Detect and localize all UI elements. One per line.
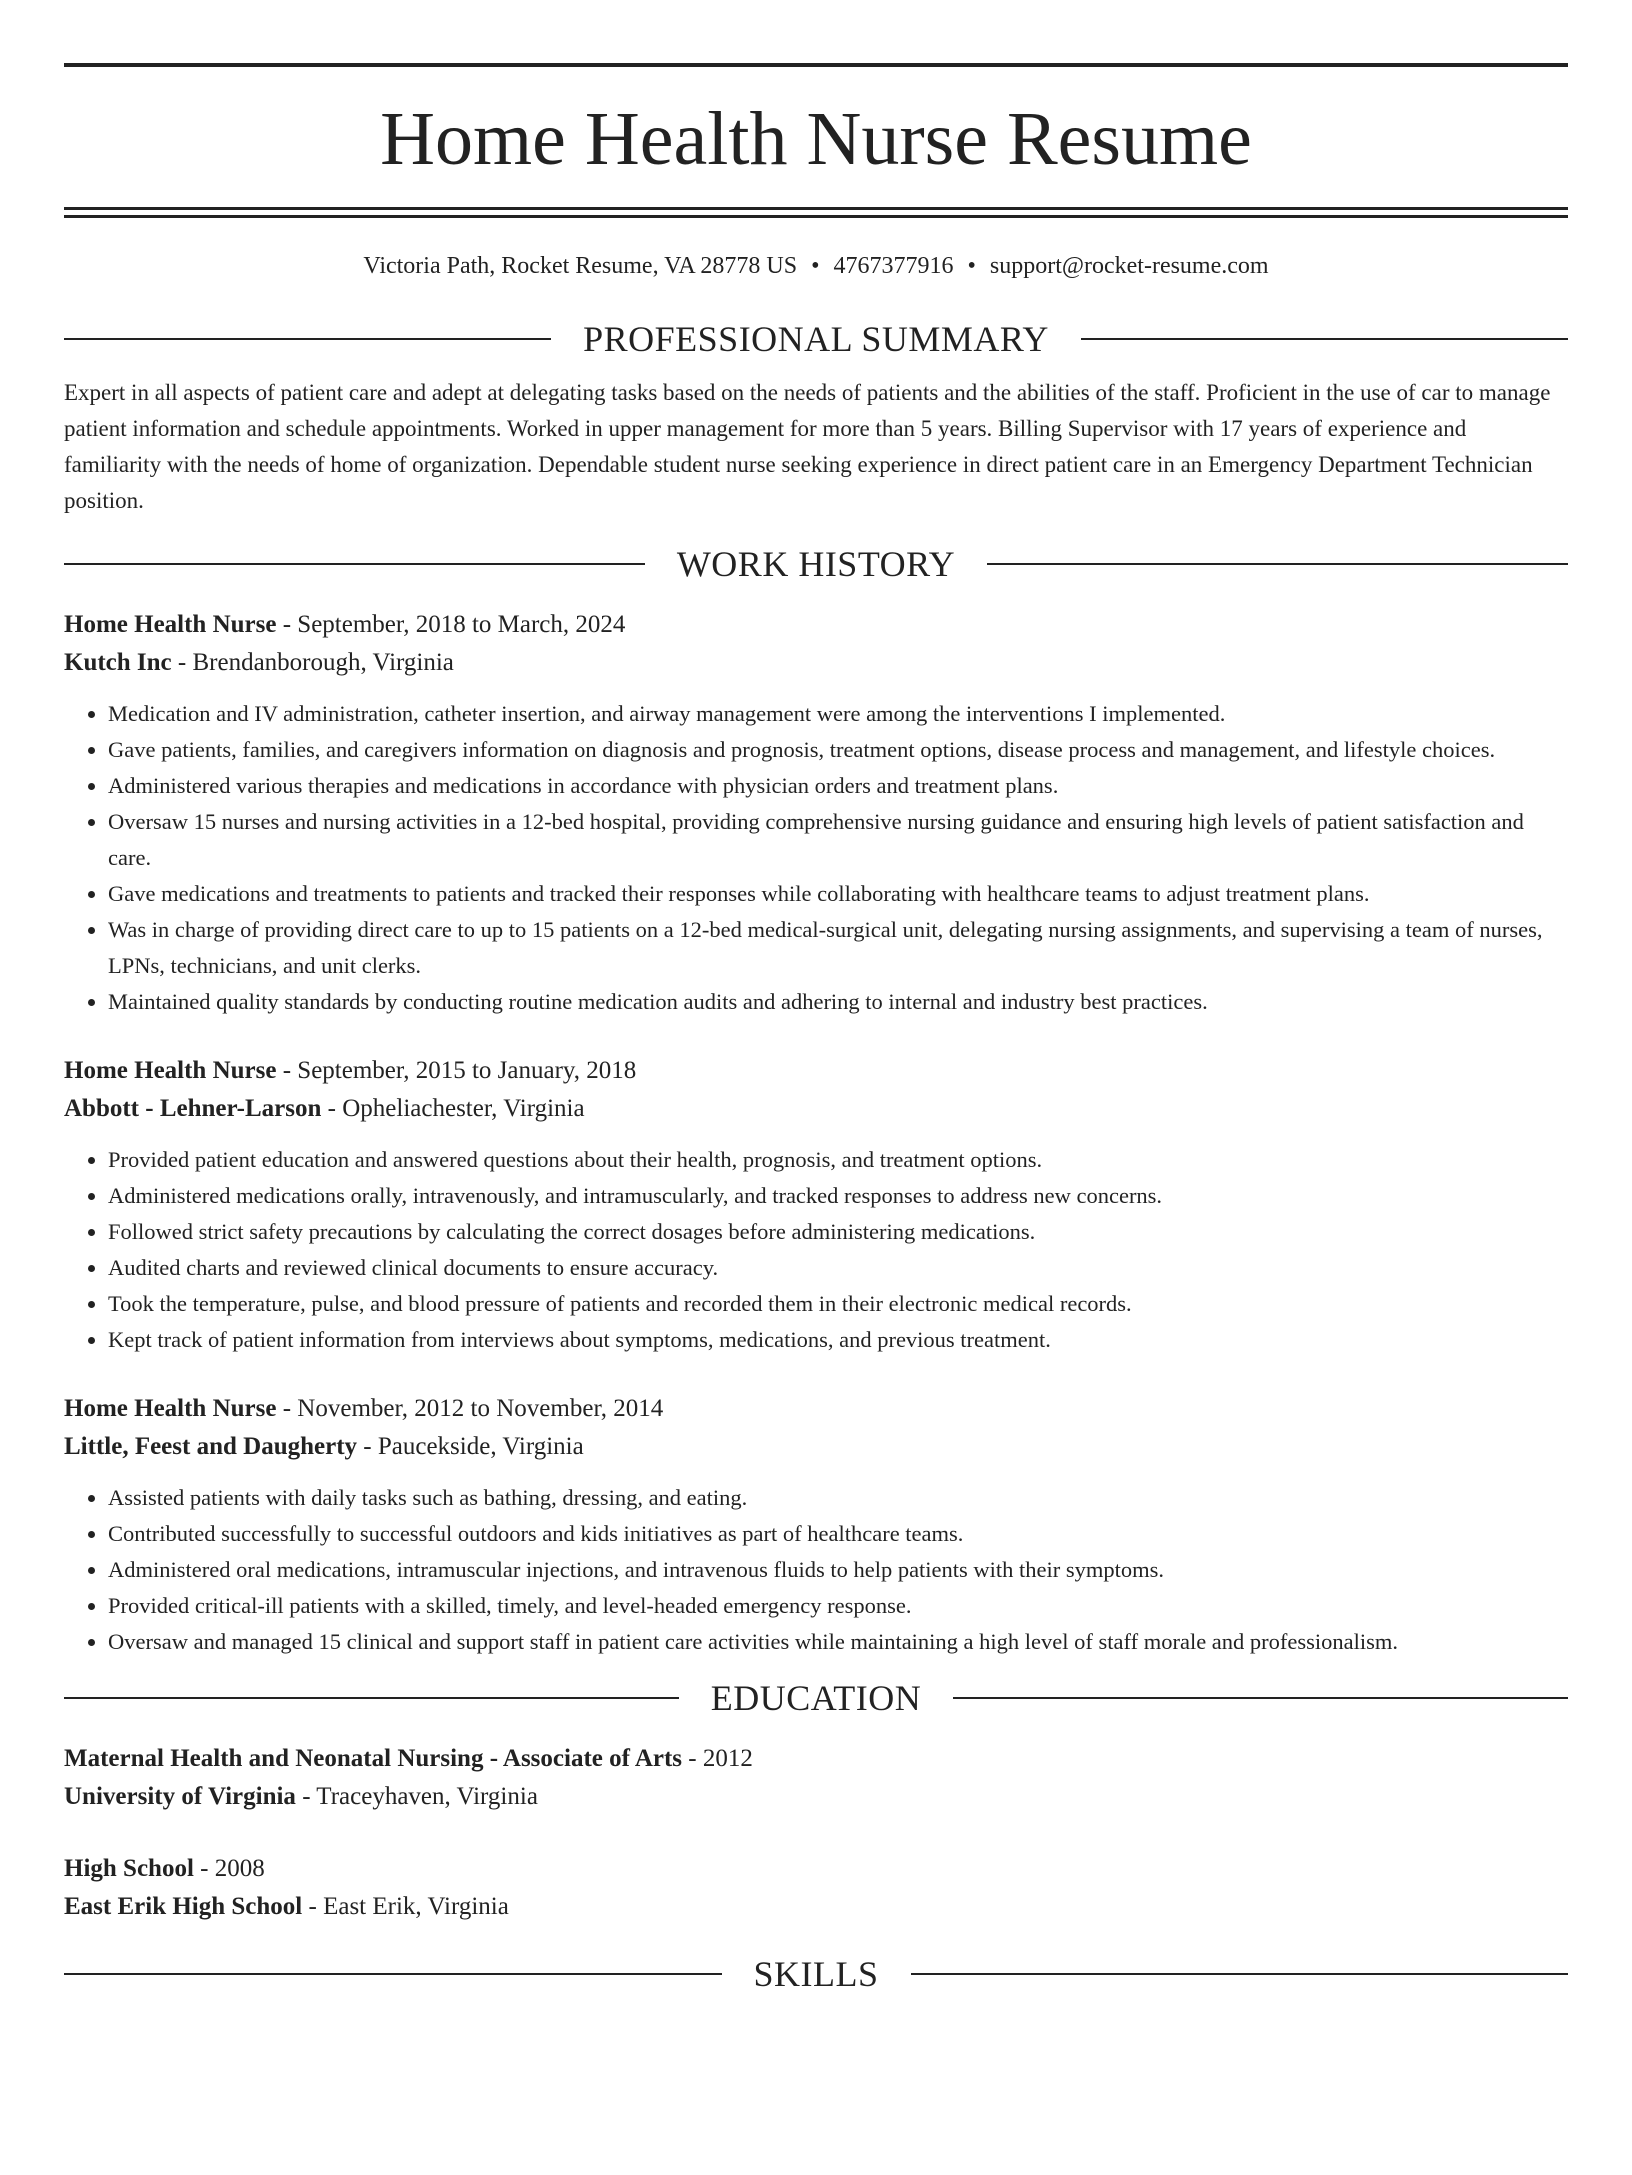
job-title: Home Health Nurse — [64, 1395, 277, 1422]
job-company-line — [64, 1428, 1568, 1466]
job-bullets — [64, 1480, 1568, 1660]
job-bullet: • Gave patients, families, and caregivers information on diagnosis and prognosis, treatment options, disease process and management, and lifestyle choices. — [108, 732, 1568, 768]
job-bullet: • Assisted patients with daily tasks such as bathing, dressing, and eating. — [108, 1480, 1568, 1516]
job-bullet: • Oversaw 15 nurses and nursing activities in a 12-bed hospital, providing comprehensive nursing guidance and ensuring high levels of patient satisfaction and care. — [108, 804, 1568, 876]
job-dates: - September, 2015 to January, 2018 — [276, 1057, 637, 1084]
job-bullet: • Was in charge of providing direct care to up to 15 patients on a 12-bed medical-surgical unit, delegating nursing assignments, and supervising a team of nurses, LPNs, technicians, and unit clerks. — [108, 912, 1568, 984]
contact-separator: • — [811, 253, 820, 279]
job-bullet: • Medication and IV administration, catheter insertion, and airway management were among the interventions I implemented. — [108, 696, 1568, 732]
job-bullet: • Contributed successfully to successful outdoors and kids initiatives as part of healthcare teams. — [108, 1516, 1568, 1552]
job-bullet: • Gave medications and treatments to patients and tracked their responses while collaborating with healthcare teams to adjust treatment plans. — [108, 876, 1568, 912]
job-dates: - November, 2012 to November, 2014 — [276, 1395, 664, 1422]
job-bullet: • Followed strict safety precautions by calculating the correct dosages before administering medications. — [108, 1214, 1568, 1250]
job-bullet: • Administered various therapies and medications in accordance with physician orders and treatment plans. — [108, 768, 1568, 804]
education-school: East Erik High School — [64, 1893, 303, 1920]
education-degree: Maternal Health and Neonatal Nursing - Associate of Arts — [64, 1745, 683, 1772]
job-title-line — [64, 1390, 1568, 1428]
job-bullet: • Provided patient education and answered questions about their health, prognosis, and treatment options. — [108, 1142, 1568, 1178]
job-bullet: • Administered oral medications, intramuscular injections, and intravenous fluids to help patients with their symptoms. — [108, 1552, 1568, 1588]
section-heading-education — [64, 1680, 1568, 1716]
job-bullet: • Audited charts and reviewed clinical documents to ensure accuracy. — [108, 1250, 1568, 1286]
education-list — [64, 1740, 1568, 1926]
job-title-line — [64, 606, 1568, 644]
education-entry — [64, 1740, 1568, 1816]
job-bullet: • Kept track of patient information from interviews about symptoms, medications, and previous treatment. — [108, 1322, 1568, 1358]
work-history-list — [64, 606, 1568, 1660]
education-location: - Traceyhaven, Virginia — [295, 1783, 538, 1810]
education-entry — [64, 1850, 1568, 1926]
heading-rule — [911, 1973, 1569, 1975]
job-location: - Brendanborough, Virginia — [171, 649, 454, 676]
job-location: - Opheliachester, Virginia — [321, 1095, 585, 1122]
heading-rule — [1081, 338, 1568, 340]
section-heading-label: EDUCATION — [710, 1678, 922, 1718]
job-company-line — [64, 644, 1568, 682]
education-location: - East Erik, Virginia — [302, 1893, 509, 1920]
education-degree-line — [64, 1850, 1568, 1888]
section-heading-summary — [64, 321, 1568, 357]
education-school: University of Virginia — [64, 1783, 296, 1810]
job-entry — [64, 1052, 1568, 1358]
job-bullet: • Provided critical-ill patients with a skilled, timely, and level-headed emergency response. — [108, 1588, 1568, 1624]
job-bullet: • Maintained quality standards by conducting routine medication audits and adhering to internal and industry best practices. — [108, 984, 1568, 1020]
contact-line — [64, 250, 1568, 282]
section-heading-skills — [64, 1956, 1568, 1992]
job-company: Abbott - Lehner-Larson — [64, 1095, 322, 1122]
heading-rule — [64, 1973, 722, 1975]
contact-email: support@rocket-resume.com — [989, 253, 1269, 279]
summary-text: Expert in all aspects of patient care and adept at delegating tasks based on the needs of patients and the abilities of the staff. Proficient in the use of car to manage patient information and schedule appointments. Worked in upper management for more than 5 years. Billing Supervisor with 17 years of experience and familiarity with the needs of home of organization. Dependable student nurse seeking experience in direct patient care in an Emergency Department Technician position. — [64, 380, 1551, 513]
education-degree-line — [64, 1740, 1568, 1778]
heading-rule — [64, 338, 551, 340]
contact-address: Victoria Path, Rocket Resume, VA 28778 US — [363, 253, 798, 279]
job-company: Kutch Inc — [64, 649, 172, 676]
education-year: - 2012 — [682, 1745, 753, 1772]
job-bullets — [64, 696, 1568, 1020]
heading-rule — [64, 563, 645, 565]
job-company-line — [64, 1090, 1568, 1128]
heading-rule — [987, 563, 1568, 565]
section-heading-label: WORK HISTORY — [676, 544, 956, 584]
heading-rule — [953, 1697, 1568, 1699]
section-heading-label: SKILLS — [753, 1954, 879, 1994]
job-title: Home Health Nurse — [64, 611, 277, 638]
education-school-line — [64, 1778, 1568, 1816]
job-title: Home Health Nurse — [64, 1057, 277, 1084]
section-heading-work-history — [64, 546, 1568, 582]
job-bullets — [64, 1142, 1568, 1358]
job-entry — [64, 606, 1568, 1020]
section-heading-label: PROFESSIONAL SUMMARY — [583, 319, 1049, 359]
job-location: - Paucekside, Virginia — [357, 1433, 584, 1460]
education-degree: High School — [64, 1855, 194, 1882]
contact-separator: • — [967, 253, 976, 279]
job-title-line — [64, 1052, 1568, 1090]
job-bullet: • Took the temperature, pulse, and blood pressure of patients and recorded them in their electronic medical records. — [108, 1286, 1568, 1322]
education-year: - 2008 — [193, 1855, 265, 1882]
resume-page — [0, 63, 1632, 2175]
resume-title: Home Health Nurse Resume — [380, 97, 1252, 181]
title-double-rule — [64, 207, 1568, 218]
job-company: Little, Feest and Daugherty — [64, 1433, 358, 1460]
contact-phone: 4767377916 — [833, 253, 954, 279]
job-entry — [64, 1390, 1568, 1660]
education-school-line — [64, 1888, 1568, 1926]
job-dates: - September, 2018 to March, 2024 — [276, 611, 626, 638]
job-bullet: • Oversaw and managed 15 clinical and support staff in patient care activities while maintaining a high level of staff morale and professionalism. — [108, 1624, 1568, 1660]
heading-rule — [64, 1697, 679, 1699]
job-bullet: • Administered medications orally, intravenously, and intramuscularly, and tracked responses to address new concerns. — [108, 1178, 1568, 1214]
